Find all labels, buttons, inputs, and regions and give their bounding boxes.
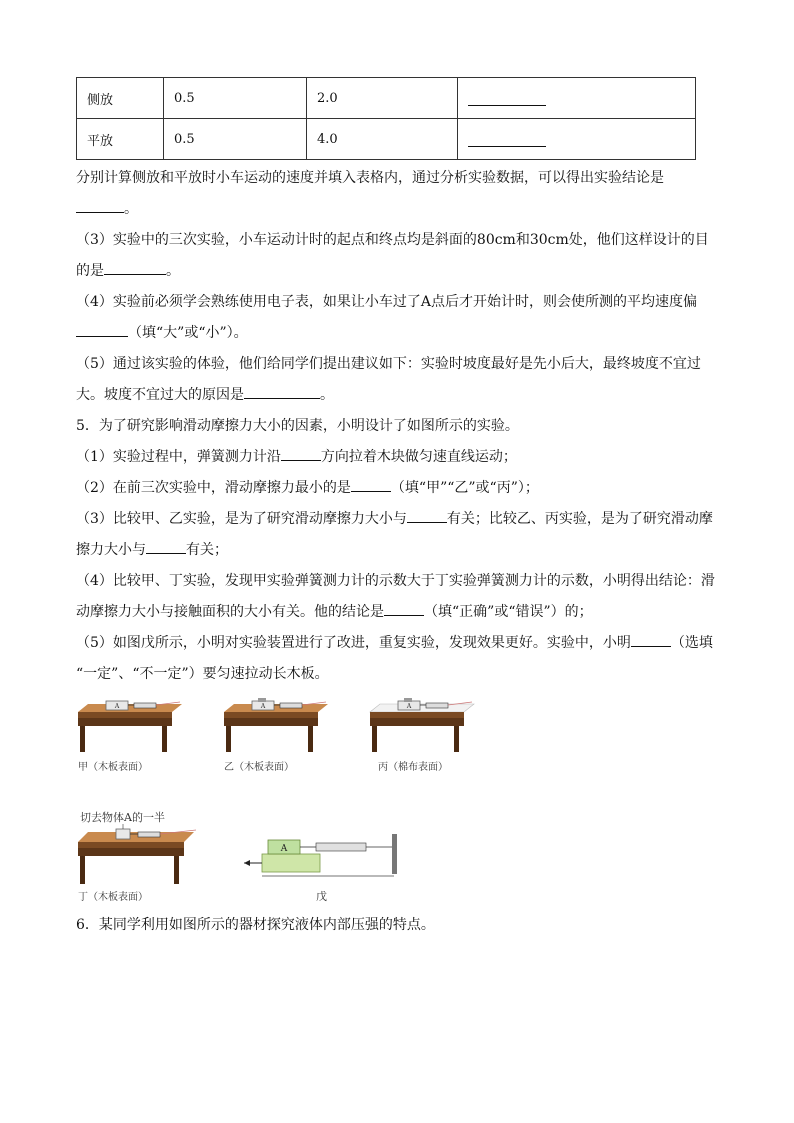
table-leg [174, 856, 179, 884]
table-leg [162, 726, 167, 752]
table-cell: 4.0 [307, 119, 458, 160]
board-top [78, 832, 194, 842]
answer-blank[interactable] [468, 132, 546, 147]
table-apron [78, 718, 172, 726]
text: （1）实验过程中，弹簧测力计沿 [76, 449, 281, 465]
table-cell: 平放 [77, 119, 164, 160]
text: 。 [124, 201, 138, 217]
figure-caption: 丁（木板表面） [78, 892, 148, 903]
table-cell: 2.0 [307, 78, 458, 119]
table-leg [226, 726, 231, 752]
table-row [77, 119, 696, 160]
paragraph [76, 473, 716, 504]
figure-bing [368, 698, 480, 754]
table-apron [224, 718, 318, 726]
text: （4）比较甲、丁实验，发现甲实验弹簧测力计的示数大于丁实验弹簧测力计的示数，小明得出结论：滑 [76, 573, 715, 589]
text: 有关；比较乙、丙实验，是为了研究滑动摩 [446, 511, 713, 527]
text: “一定”、“不一定”）要匀速拉动长木板。 [76, 666, 329, 682]
figure-annotation: 切去物体A的一半 [80, 811, 165, 824]
text: 。 [166, 263, 180, 279]
paragraph [76, 287, 716, 349]
text: 擦力大小与 [76, 542, 146, 558]
board-edge [78, 842, 184, 848]
answer-blank[interactable] [76, 198, 124, 213]
paragraph [76, 163, 716, 225]
text: 。 [320, 387, 334, 403]
paragraph [76, 225, 716, 287]
long-board [262, 854, 320, 872]
answer-blank[interactable] [76, 322, 128, 337]
text: 分别计算侧放和平放时小车运动的速度并填入表格内，通过分析实验数据，可以得出实验结论是 [76, 170, 664, 186]
table-cell-blank [458, 78, 696, 119]
figure-wu [244, 830, 408, 882]
answer-blank[interactable] [468, 91, 546, 106]
table-apron [78, 848, 184, 856]
text: （5）如图戊所示，小明对实验装置进行了改进，重复实验，发现效果更好。实验中，小明 [76, 635, 631, 651]
board-edge [78, 712, 172, 718]
paragraph [76, 628, 716, 690]
answer-blank[interactable] [281, 446, 321, 461]
spring-scale [316, 843, 366, 851]
half-block [116, 829, 130, 839]
weight [258, 698, 266, 702]
text: （3）实验中的三次实验，小车运动计时的起点和终点均是斜面的80cm和30cm处，他们这样设计的目 [76, 232, 709, 248]
paragraph [76, 504, 716, 566]
arrow-head-icon [244, 860, 250, 866]
figure-caption: 丙（棉布表面） [378, 762, 448, 773]
table-cell: 0.5 [164, 119, 307, 160]
figure-ding [76, 824, 200, 886]
block-label: A [114, 703, 120, 710]
fixed-wall [392, 834, 397, 874]
text: 大。坡度不宜过大的原因是 [76, 387, 244, 403]
block-label: A [280, 844, 288, 854]
figure-jia [76, 698, 188, 754]
table-leg [454, 726, 459, 752]
paragraph [76, 442, 716, 473]
text: （填“大”或“小”）。 [128, 325, 248, 341]
paragraph [76, 566, 716, 628]
answer-blank[interactable] [244, 384, 320, 399]
text: 动摩擦力大小与接触面积的大小有关。他的结论是 [76, 604, 384, 620]
answer-blank[interactable] [407, 508, 447, 523]
table-leg [80, 726, 85, 752]
spring-scale [138, 832, 160, 837]
text: （填“甲”“乙”或“丙”）； [390, 480, 539, 496]
text: （填“正确”或“错误”）的； [424, 604, 593, 620]
table-cell-blank [458, 119, 696, 160]
board-edge [370, 712, 464, 718]
table-leg [80, 856, 85, 884]
text: 有关； [186, 542, 228, 558]
answer-blank[interactable] [146, 539, 186, 554]
table-row [77, 78, 696, 119]
table-cell: 0.5 [164, 78, 307, 119]
table-leg [308, 726, 313, 752]
question-heading: 5．为了研究影响滑动摩擦力大小的因素，小明设计了如图所示的实验。 [76, 418, 519, 434]
text: （2）在前三次实验中，滑动摩擦力最小的是 [76, 480, 351, 496]
text: （4）实验前必须学会熟练使用电子表，如果让小车过了A点后才开始计时，则会使所测的平均速度偏 [76, 294, 698, 310]
text: 方向拉着木块做匀速直线运动； [320, 449, 517, 465]
text: （5）通过该实验的体验，他们给同学们提出建议如下：实验时坡度最好是先小后大，最终坡度不宜过 [76, 356, 701, 372]
table-leg [372, 726, 377, 752]
spring-scale [426, 703, 448, 708]
spring-scale [280, 703, 302, 708]
figure-caption: 乙（木板表面） [224, 762, 294, 773]
question-heading: 6．某同学利用如图所示的器材探究液体内部压强的特点。 [76, 917, 435, 933]
answer-blank[interactable] [384, 601, 424, 616]
figure-caption: 戊 [316, 890, 327, 903]
answer-blank[interactable] [631, 632, 671, 647]
figure-yi [222, 698, 334, 754]
board-edge [224, 712, 318, 718]
answer-blank[interactable] [104, 260, 166, 275]
block-label: A [406, 703, 412, 710]
weight [404, 698, 412, 702]
spring-scale [134, 703, 156, 708]
table-apron [370, 718, 464, 726]
text: （3）比较甲、乙实验，是为了研究滑动摩擦力大小与 [76, 511, 407, 527]
text: （选填 [670, 635, 713, 651]
answer-blank[interactable] [351, 477, 391, 492]
paragraph [76, 349, 716, 411]
table-cell: 侧放 [77, 78, 164, 119]
data-table [76, 77, 696, 160]
block-label: A [260, 703, 266, 710]
text: 的是 [76, 263, 104, 279]
figure-caption: 甲（木板表面） [78, 762, 148, 773]
